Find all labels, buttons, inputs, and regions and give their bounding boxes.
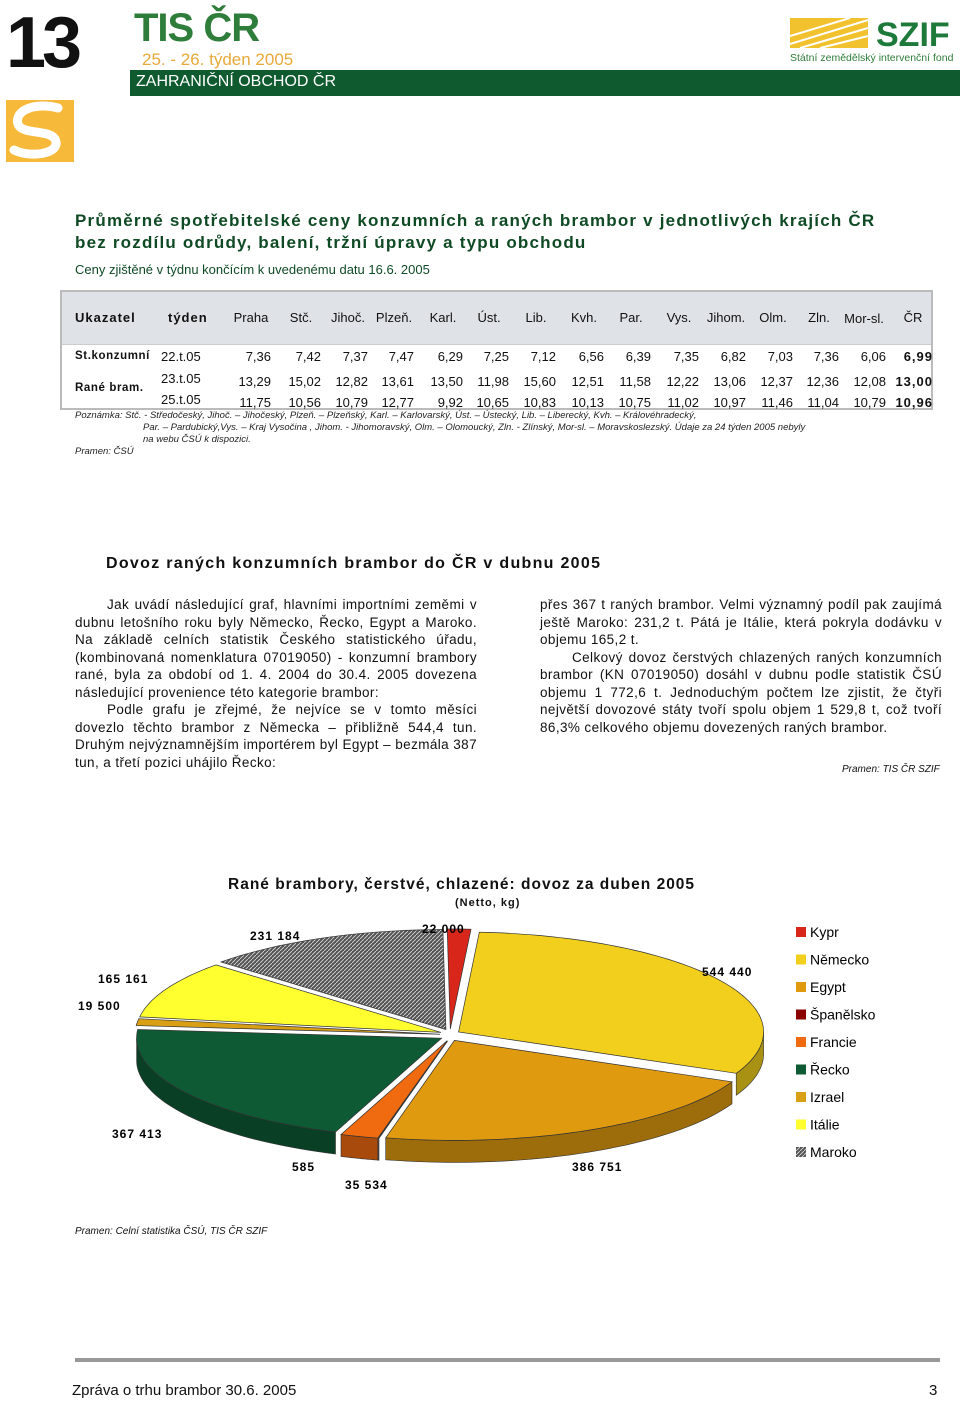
prices-subtitle: Ceny zjištěné v týdnu končícím k uvedenému datu 16.6. 2005 [75, 262, 430, 277]
section-title: ZAHRANIČNÍ OBCHOD ČR [136, 73, 337, 90]
region-header: ČR [903, 310, 923, 325]
pie-chart [60, 915, 960, 1205]
note-line: Poznámka: Stč. - Středočeský, Jihoč. – Jihočeský, Plzeň. – Plzeňský, Karl. – Karlovarský, Úst. – Ústecký, Lib. – Liberecký, Kvh. – Královéhradecký, [75, 410, 697, 421]
table-cell: 7,03 [767, 349, 793, 364]
table-cell: 7,47 [388, 349, 414, 364]
legend-swatch [796, 1010, 806, 1020]
table-cell: 11,46 [761, 395, 793, 410]
legend-swatch [796, 927, 806, 937]
table-source: Pramen: ČSÚ [75, 446, 134, 457]
pie-slice-side [378, 1138, 379, 1160]
table-cell: 7,36 [245, 349, 271, 364]
paragraph: Jak uvádí následující graf, hlavními importními zeměmi v dubnu letošního roku byly Německo, Řecko, Egypt a Maroko. Na základě celních statistik Českého statistického úřadu, (kombinovaná nomenklatura 07019050) - konzumní brambory rané, byla za období od 1. 4. 2004 do 30.4. 2005 dovezena následující provenience této kategorie brambor: [75, 597, 477, 700]
legend-swatch [796, 1120, 806, 1130]
section-bar [130, 70, 960, 96]
table-cell: 10,96 [895, 395, 933, 410]
legend-swatch [796, 1065, 806, 1075]
table-cell: 7,42 [295, 349, 321, 364]
table-cell: 13,06 [713, 374, 746, 389]
region-header: Kvh. [570, 310, 597, 325]
table-cell: 10,83 [523, 395, 556, 410]
article-left-column [75, 596, 477, 771]
table-cell: 12,37 [760, 374, 793, 389]
region-header: Plzeň. [375, 310, 413, 325]
footer-rule [75, 1358, 940, 1362]
chart-source: Pramen: Celní statistika ČSÚ, TIS ČR SZIF [75, 1226, 268, 1237]
table-cell: 10,56 [288, 395, 321, 410]
table-cell: 11,04 [807, 395, 839, 410]
region-header: Karl. [429, 310, 457, 325]
region-header: Praha [233, 310, 269, 325]
legend-label: Francie [810, 1034, 857, 1050]
region-header: Úst. [477, 310, 501, 325]
legend-label: Izrael [810, 1089, 845, 1105]
table-cell: 7,12 [530, 349, 556, 364]
table-cell: 11,58 [619, 374, 651, 389]
legend-label: Egypt [810, 979, 846, 995]
data-label: 544 440 [702, 965, 753, 979]
divider [62, 344, 931, 345]
table-cell: 6,82 [720, 349, 746, 364]
region-header: Par. [619, 310, 643, 325]
region-header: Mor-sl. [844, 311, 884, 326]
region-header: Jihom. [706, 310, 746, 325]
table-cell: 7,35 [673, 349, 699, 364]
legend-swatch [796, 955, 806, 965]
region-header: Stč. [289, 310, 313, 325]
szif-subtitle: Státní zemědělský intervenční fond [790, 52, 954, 64]
table-cell: 9,92 [437, 395, 463, 410]
legend-label: Řecko [810, 1061, 850, 1078]
szif-logo-text: SZIF [876, 16, 950, 54]
note-line: Par. – Pardubický,Vys. – Kraj Vysočina , Jihom. - Jihomoravský, Olm. – Olomoucký, Zln. - Zlínský, Mor-sl. – Moravskoslezský. Údaje za 24 týden 2005 nebyly [143, 422, 806, 433]
issue-number: 13 [6, 3, 79, 83]
table-cell: 10,79 [335, 395, 368, 410]
data-label: 585 [292, 1160, 316, 1174]
table-cell: 12,77 [381, 395, 414, 410]
table-cell: 12,08 [853, 374, 886, 389]
region-header: Lib. [525, 310, 547, 325]
table-cell: 6,56 [578, 349, 604, 364]
row-label-rane: Rané bram. [75, 382, 144, 394]
paragraph: Celkový dovoz čerstvých chlazených raných konzumních brambor (KN 07019050) dosáhl v dubnu podle statistik ČSÚ objemu 1 772,6 t. Jednoduchým počtem lze zjistit, že čtyři největší dovozové státy tvoří spolu objem 1 529,8 t, což tvoří 86,3% celkového objemu dovezených raných brambor. [540, 649, 942, 735]
chart-title: Rané brambory, čerstvé, chlazené: dovoz za duben 2005 [228, 876, 696, 893]
col-week: týden [168, 310, 208, 325]
region-header: Vys. [666, 310, 692, 325]
table-cell: 12,51 [571, 374, 604, 389]
prices-title-line1: Průměrné spotřebitelské ceny konzumních a raných brambor v jednotlivých krajích ČR [75, 211, 876, 230]
table-cell: 6,29 [437, 349, 463, 364]
brand-title: TIS ČR [134, 6, 260, 50]
table-cell: 10,75 [618, 395, 651, 410]
table-cell: 12,36 [806, 374, 839, 389]
pie-slice-řecko [137, 1030, 442, 1133]
chart-subtitle: (Netto, kg) [455, 897, 521, 909]
table-cell: 15,60 [523, 374, 556, 389]
page-number: 3 [929, 1382, 938, 1399]
price-table [60, 290, 933, 410]
row-week: 23.t.05 [161, 371, 201, 386]
table-cell: 7,36 [813, 349, 839, 364]
table-cell: 6,99 [903, 349, 933, 364]
legend-label: Itálie [810, 1116, 840, 1133]
table-cell: 13,61 [381, 374, 414, 389]
table-cell: 10,13 [571, 395, 604, 410]
legend-swatch [796, 1147, 806, 1157]
row-label-konzumni: St.konzumní [75, 350, 150, 362]
row-week: 25.t.05 [161, 392, 201, 407]
table-cell: 15,02 [288, 374, 321, 389]
data-label: 22 000 [422, 922, 465, 936]
table-cell: 13,29 [238, 374, 271, 389]
legend-label: Španělsko [810, 1006, 876, 1023]
pie-slice-side [341, 1135, 378, 1161]
table-cell: 6,06 [860, 349, 886, 364]
legend-label: Kypr [810, 924, 839, 940]
table-cell: 13,00 [895, 374, 933, 389]
data-label: 35 534 [345, 1178, 388, 1192]
table-cell: 12,82 [335, 374, 368, 389]
article-source: Pramen: TIS ČR SZIF [842, 764, 940, 775]
table-cell: 10,79 [853, 395, 886, 410]
table-cell: 13,50 [430, 374, 463, 389]
article-title: Dovoz raných konzumních brambor do ČR v dubnu 2005 [106, 555, 602, 572]
paragraph: přes 367 t raných brambor. Velmi významný podíl pak zaujímá ještě Maroko: 231,2 t. Pátá je Itálie, která pokryla dodávku v objemu 165,2 t. [540, 597, 942, 647]
prices-title-line2: bez rozdílu odrůdy, balení, tržní úpravy a typu obchodu [75, 233, 587, 252]
paragraph: Podle grafu je zřejmé, že nejvíce se v tomto měsíci dovezlo těchto brambor z Německa – přibližně 544,4 tun. Druhým nejvýznamnějším importérem byl Egypt – bezmála 387 tun, a třetí pozici uhájilo Řecko: [75, 702, 477, 770]
prices-title [75, 210, 955, 254]
data-label: 231 184 [250, 929, 301, 943]
table-cell: 10,65 [476, 395, 509, 410]
legend-swatch [796, 982, 806, 992]
table-note [75, 410, 955, 458]
table-cell: 11,98 [477, 374, 509, 389]
table-cell: 6,39 [625, 349, 651, 364]
table-cell: 12,22 [666, 374, 699, 389]
data-label: 367 413 [112, 1127, 163, 1141]
data-label: 165 161 [98, 972, 149, 986]
region-header: Jihoč. [331, 310, 365, 325]
col-indicator: Ukazatel [75, 310, 136, 325]
region-header: Zln. [808, 310, 830, 325]
tis-logo-icon [6, 100, 74, 162]
table-cell: 11,75 [239, 395, 271, 410]
article-right-column [540, 596, 942, 736]
note-line: na webu ČSÚ k dispozici. [143, 434, 251, 445]
legend-label: Německo [810, 951, 870, 968]
table-cell: 7,25 [483, 349, 509, 364]
legend-swatch [796, 1092, 806, 1102]
week-label: 25. - 26. týden 2005 [142, 50, 294, 69]
table-cell: 7,37 [342, 349, 368, 364]
region-header: Olm. [759, 310, 787, 325]
legend-label: Maroko [810, 1144, 857, 1160]
table-cell: 11,02 [667, 395, 699, 410]
data-label: 19 500 [78, 999, 121, 1013]
row-week: 22.t.05 [161, 349, 201, 364]
footer-title: Zpráva o trhu brambor 30.6. 2005 [72, 1382, 297, 1399]
table-cell: 10,97 [713, 395, 746, 410]
data-label: 386 751 [572, 1160, 623, 1174]
legend-swatch [796, 1037, 806, 1047]
